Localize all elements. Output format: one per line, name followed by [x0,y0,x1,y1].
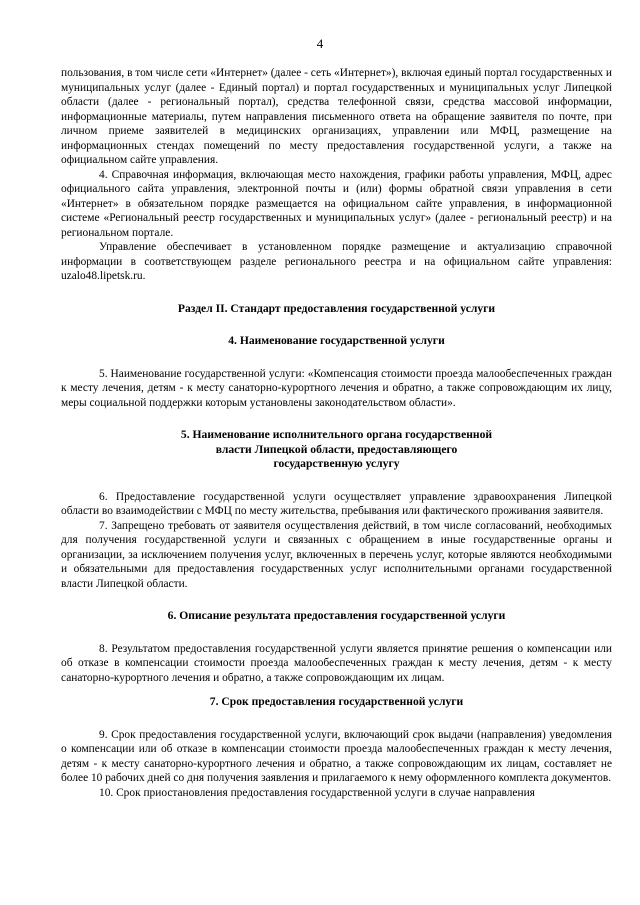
heading-4: 4. Наименование государственной услуги [228,334,445,347]
section-2-heading: Раздел II. Стандарт предоставления государственной услуги [177,301,496,315]
paragraph-6: 6. Предоставление государственной услуги осуществляет управление здравоохранения Липецкой области во взаимодействии с МФЦ по месту жительства, пребывания или фактического проживания заявителя. [61,490,612,517]
paragraph-8: 8. Результатом предоставления государственной услуги является принятие решения о компенсации или об отказе в компенсации стоимости проезда малообеспеченных граждан к месту лечения, детям - к месту санаторно-курортного лечения и обратно, а также сопровождающим их лицам. [61,642,612,684]
paragraph-4: 4. Справочная информация, включающая место нахождения, графики работы управления, МФЦ, адрес официального сайта управления, электронной почты и (или) формы обратной связи управления в сети «Интернет» в обязательном порядке размещается на официальном сайте управления, в информационной системе «Региональный реестр государственных и муниципальных услуг» (далее - региональный реестр) и на региональном портале. [61,168,612,239]
paragraph-5: 5. Наименование государственной услуги: «Компенсация стоимости проезда малообеспеченных граждан к месту лечения, детям - к месту санаторно-курортного лечения и обратно, а также сопровождающим их лицу, меры социальной поддержки которым установлены законодательством области». [61,367,612,409]
heading-5-line-1: 5. Наименование исполнительного органа государственной [180,428,493,441]
page-number: 4 [316,36,324,51]
paragraph-9: 9. Срок предоставления государственной услуги, включающий срок выдачи (направления) уведомления о компенсации или об отказе в компенсации стоимости проезда малообеспеченных граждан к месту лечения, детям - к месту санаторно-курортного лечения и обратно, а также сопровождающим их лицам, составляет не более 10 рабочих дней со дня получения заявления и прилагаемого к нему оформленного комплекта документов. [61,728,612,784]
heading-5-line-2: власти Липецкой области, предоставляющего [215,442,458,456]
paragraph-management: Управление обеспечивает в установленном порядке размещение и актуализацию справочной информации в соответствующем разделе регионального реестра и на официальном сайте управления: uzalo48.lipetsk.ru. [61,241,612,282]
paragraph-10: 10. Срок приостановления предоставления государственной услуги в случае направления [99,786,535,799]
heading-5-line-3: государственную услугу [273,457,400,470]
heading-6: 6. Описание результата предоставления государственной услуги [167,609,506,622]
paragraph-7: 7. Запрещено требовать от заявителя осуществления действий, в том числе согласований, необходимых для получения государственной услуги и связанных с обращением в иные государственные органы и организации, за исключением получения услуг, включенных в перечень услуг, которые являются необходимыми и обязательными для предоставления государственных услуг исполнительными органами государственной власти Липецкой области. [61,519,612,590]
heading-7: 7. Срок предоставления государственной услуги [209,695,464,708]
document-body [61,66,612,800]
paragraph-continuation: пользования, в том числе сети «Интернет» (далее - сеть «Интернет»), включая единый портал государственных и муниципальных услуг (далее - Единый портал) и портал государственных и муниципальных услуг Липецкой области (далее - региональный портал), средства телефонной связи, средства массовой информации, информационные материалы, путем направления письменного ответа на обращение заявителя по почте, при личном приеме заявителей в медицинских организациях, управлении или МФЦ, размещение на информационных стендах помещений по месту предоставления государственной услуги, а также на официальном сайте управления. [61,67,612,166]
